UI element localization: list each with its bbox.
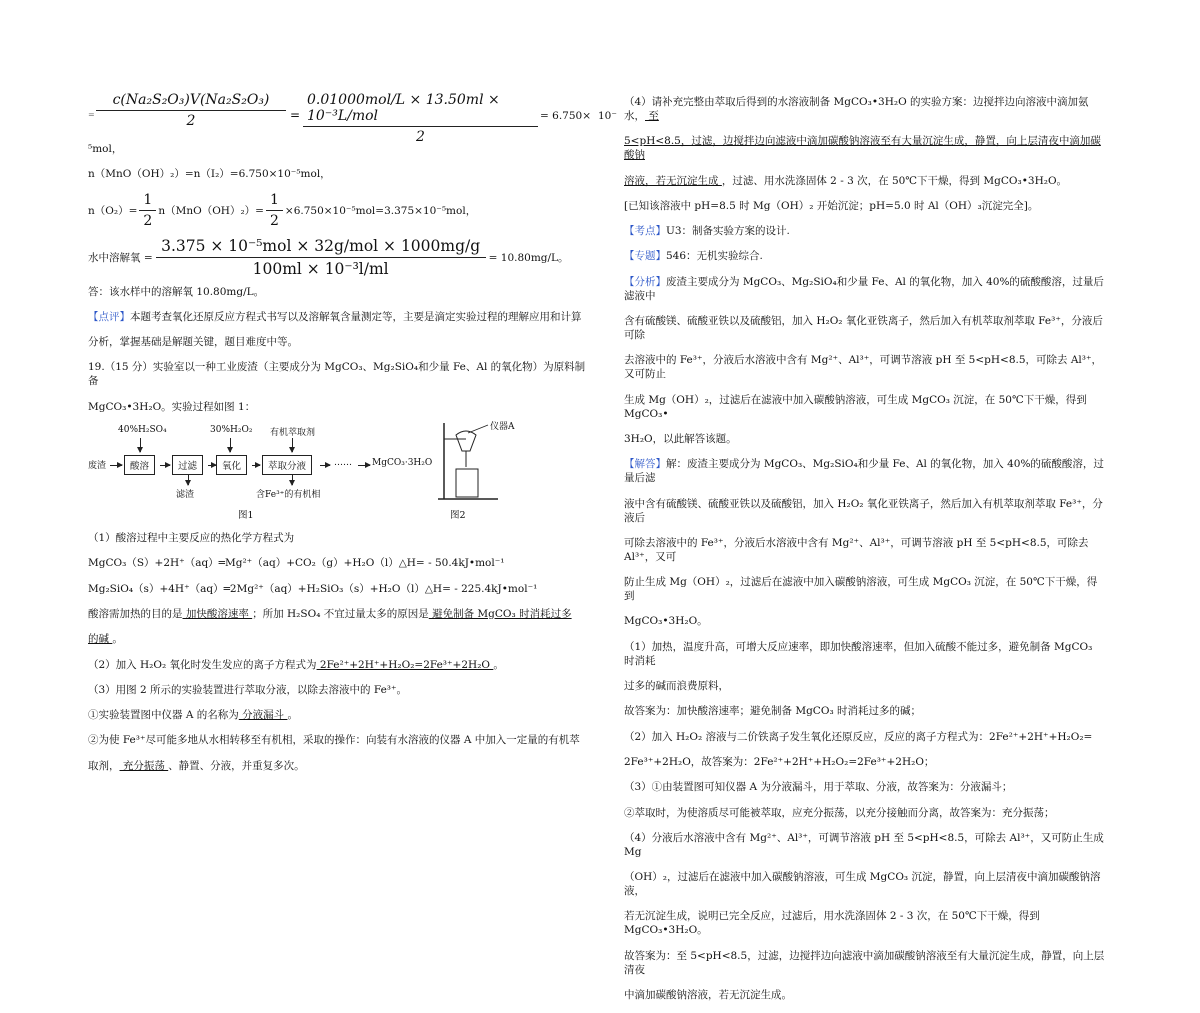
part-3: （3）用图 2 所示的实验装置进行萃取分液，以除去溶液中的 Fe³⁺。	[88, 683, 408, 696]
fraction-1-numerator: c(Na₂S₂O₃)V(Na₂S₂O₃)	[112, 92, 270, 108]
text: 。	[287, 709, 298, 722]
formula-cont: ⁵mol，	[88, 143, 123, 155]
text: ；所加 H₂SO₄ 不宜过量太多的原因是	[252, 607, 429, 620]
fraction-bar	[139, 210, 156, 211]
comment-tag: 【点评】	[88, 310, 130, 323]
answer-blank: 充分振荡	[119, 759, 169, 772]
figure-flowchart	[88, 422, 592, 522]
thermo-equation-1: MgCO₃（S）+2H⁺（aq）═Mg²⁺（aq）+CO₂（g）+H₂O（l）△H= - 50.4kJ•mol⁻¹	[88, 557, 505, 570]
answer-3a: （3）①由装置图可知仪器 A 为分液漏斗，用于萃取、分液，故答案为：分液漏斗；	[624, 781, 1013, 794]
label-instrument-a: 仪器A	[490, 422, 515, 433]
arrow-down-acid	[140, 438, 141, 452]
part-1-answer-cont	[88, 632, 592, 646]
answer-blank: 5<pH<8.5，过滤，边搅拌边向滤液中滴加碳酸钠溶液至有大量沉淀生成，静置，向上层清夜中滴加碳酸钠	[624, 135, 1101, 162]
answer-blank: 2Fe²⁺+2H⁺+H₂O₂=2Fe³⁺+2H₂O	[316, 658, 494, 671]
answer-blank: 避免制备 MgCO₃ 时消耗过多	[428, 607, 572, 620]
thermo-equation-2: Mg₂SiO₄（s）+4H⁺（aq）═2Mg²⁺（aq）+H₂SiO₃（s）+H₂O（l）△H= - 225.4kJ•mol⁻¹	[88, 582, 538, 595]
o2-tail: ×6.750×10⁻⁵mol=3.375×10⁻⁵mol，	[284, 205, 477, 218]
tag-solution: 【解答】	[624, 458, 666, 471]
answer-1b: 过多的碱而浪费原料，	[624, 680, 729, 693]
fraction-half-1	[139, 192, 156, 229]
text: 546：无机实验综合.	[666, 250, 763, 263]
label-product: MgCO₃·3H₂O	[372, 458, 433, 469]
text: ，过滤、用水洗涤固体 2 - 3 次，在 50℃下干燥，得到 MgCO₃•3H₂O。	[721, 174, 1068, 187]
answer-2b: 2Fe³⁺+2H₂O，故答案为：2Fe²⁺+2H⁺+H₂O₂=2Fe³⁺+2H₂O；	[624, 755, 935, 768]
tag-knowledge-point: 【考点】	[624, 225, 666, 238]
arrow-down-h2o2	[230, 438, 231, 452]
part-3-2: ②为使 Fe³⁺尽可能多地从水相转移至有机相，采取的操作：向装有水溶液的仪器 A 中加入一定量的有机萃	[88, 734, 580, 747]
o2-mid: n（MnO（OH）₂）=	[158, 205, 264, 218]
solution-2: 液中含有硫酸镁、硫酸亚铁以及硫酸铝，加入 H₂O₂ 氧化亚铁离子，然后加入有机萃取剂萃取 Fe³⁺，分液后	[624, 497, 1103, 524]
question-19-line-2: MgCO₃•3H₂O。实验过程如图 1：	[88, 400, 256, 413]
part-1-answer	[88, 607, 592, 621]
box-oxidize: 氧化	[216, 455, 247, 475]
knowledge-point	[624, 224, 1106, 238]
answer-4b: （OH）₂，过滤后在滤液中加入碳酸钠溶液，可生成 MgCO₃ 沉淀，静置，向上层清夜中滴加碳酸钠溶液，	[624, 871, 1101, 898]
half-denominator: 2	[143, 213, 153, 230]
line-o2	[88, 193, 592, 229]
formula-na2s2o3	[88, 92, 617, 145]
label-h2o2: 30%H₂O₂	[210, 425, 253, 436]
box-dissolve: 酸溶	[124, 455, 155, 475]
half-numerator: 1	[143, 192, 153, 209]
comment-line-2: 分析，掌握基础是解题关键，题目难度中等。	[88, 336, 298, 349]
text: （4）请补充完整由萃取后得到的水溶液制备 MgCO₃•3H₂O 的实验方案：边搅拌边向溶液中滴加氨水，	[624, 96, 1089, 122]
label-waste: 废渣	[88, 461, 107, 472]
arrow-oxidize	[252, 465, 260, 466]
text: 取剂，	[88, 759, 120, 772]
fraction-2	[303, 92, 538, 145]
answer-1c: 故答案为：加快酸溶速率；避免制备 MgCO₃ 时消耗过多的碱；	[624, 705, 921, 718]
label-acid: 40%H₂SO₄	[118, 425, 167, 436]
text: 。	[112, 633, 123, 646]
fraction-bar	[303, 126, 538, 127]
half-numerator: 1	[269, 192, 279, 209]
solution-4: 防止生成 Mg（OH）₂，过滤后在滤液中加入碳酸钠溶液，可生成 MgCO₃ 沉淀，在 50℃下干燥，得到	[624, 576, 1098, 603]
solution-3: 可除去溶液中的 Fe³⁺，分液后水溶液中含有 Mg²⁺、Al³⁺，可调节溶液 pH 至 5<pH<8.5，可除去 Al³⁺，又可	[624, 536, 1089, 563]
answer-blank: 至	[645, 110, 659, 122]
arrow-extract	[320, 465, 330, 466]
line-dissolved-oxygen	[88, 235, 592, 281]
formula-result: = 6.750×	[540, 110, 591, 122]
answer-3b: ②萃取时，为使溶质尽可能被萃取，应充分振荡，以充分接触而分离，故答案为：充分振荡；	[624, 806, 1055, 819]
label-dots: ……	[334, 458, 352, 469]
fraction-do	[156, 237, 486, 278]
answer-4c: 若无沉淀生成，说明已完全反应，过滤后，用水洗涤固体 2 - 3 次，在 50℃下干燥，得到 MgCO₃•3H₂O。	[624, 910, 1040, 937]
text: 、静置、分液，并重复多次。	[168, 759, 305, 772]
label-extractant: 有机萃取剂	[270, 428, 316, 439]
arrow-down-extractant	[292, 438, 293, 452]
label-fe-organic: 含Fe³⁺的有机相	[256, 490, 321, 501]
fraction-1-denominator: 2	[186, 113, 196, 129]
fraction-1	[96, 92, 286, 129]
part-3-2-cont	[88, 759, 592, 773]
answer-blank: 溶液，若无沉淀生成	[624, 174, 722, 187]
caption-figure-2: 图2	[450, 510, 466, 522]
part-2	[88, 658, 592, 672]
part-4-line-2	[624, 134, 1106, 162]
box-extract: 萃取分液	[262, 455, 312, 475]
analysis-3: 去溶液中的 Fe³⁺，分液后水溶液中含有 Mg²⁺、Al³⁺，可调节溶液 pH 至 5<pH<8.5，可除去 Al³⁺，又可防止	[624, 354, 1103, 381]
arrow-residue	[188, 475, 189, 485]
fraction-bar	[96, 110, 286, 111]
box-filter: 过滤	[172, 455, 203, 475]
fraction-2-denominator: 2	[416, 129, 425, 145]
fraction-2-numerator: 0.01000mol/L × 13.50ml × 10⁻³L/mol	[307, 92, 500, 124]
answer-blank: 分液漏斗	[238, 709, 288, 722]
text: 。	[493, 658, 504, 671]
formula-prefix: =	[88, 110, 95, 119]
fraction-bar	[156, 257, 486, 258]
tag-analysis: 【分析】	[624, 275, 666, 288]
analysis-4: 生成 Mg（OH）₂，过滤后在滤液中加入碳酸钠溶液，可生成 MgCO₃ 沉淀，在 50℃下干燥，得到 MgCO₃•	[624, 393, 1087, 420]
answer-4e: 中滴加碳酸钠溶液，若无沉淀生成。	[624, 989, 792, 1002]
answer-line: 答：该水样中的溶解氧 10.80mg/L。	[88, 285, 265, 298]
topic	[624, 249, 1106, 263]
text: （2）加入 H₂O₂ 氧化时发生发应的离子方程式为	[88, 658, 317, 671]
part-4-line-3	[624, 174, 1106, 188]
known-condition: [已知该溶液中 pH=8.5 时 Mg（OH）₂ 开始沉淀；pH=5.0 时 Al（OH）₃沉淀完全]。	[624, 199, 1039, 212]
solution-1	[624, 457, 1106, 485]
solution-5: MgCO₃•3H₂O。	[624, 615, 708, 628]
comment-line	[88, 310, 592, 324]
analysis-2: 含有硫酸镁、硫酸亚铁以及硫酸铝，加入 H₂O₂ 氧化亚铁离子，然后加入有机萃取剂萃取 Fe³⁺，分液后可除	[624, 315, 1103, 342]
answer-2a: （2）加入 H₂O₂ 溶液与二价铁离子发生氧化还原反应，反应的离子方程式为：2Fe²⁺+2H⁺+H₂O₂=	[624, 730, 1093, 743]
equals-sign: =	[290, 108, 301, 122]
do-denominator: 100ml × 10⁻³l/ml	[252, 260, 389, 279]
answer-blank: 的碱	[88, 633, 113, 646]
arrow-fe-organic	[292, 475, 293, 485]
tag-topic: 【专题】	[624, 250, 666, 263]
text: ①实验装置图中仪器 A 的名称为	[88, 709, 239, 722]
line-mno: n（MnO（OH）₂）=n（I₂）=6.750×10⁻⁵mol，	[88, 168, 331, 181]
answer-4d: 故答案为：至 5<pH<8.5，过滤，边搅拌边向滤液中滴加碳酸钠溶液至有大量沉淀生成，静置，向上层清夜	[624, 949, 1105, 976]
text: 废渣主要成分为 MgCO₃、Mg₂SiO₄和少量 Fe、Al 的氧化物，加入 40%的硫酸酸溶，过量后滤液中	[624, 275, 1104, 302]
fraction-half-2	[266, 192, 283, 229]
question-19-line-1: 19.（15 分）实验室以一种工业废渣（主要成分为 MgCO₃、Mg₂SiO₄和少量 Fe、Al 的氧化物）为原料制备	[88, 361, 586, 388]
left-column	[88, 92, 617, 784]
text: U3：制备实验方案的设计.	[666, 225, 790, 238]
formula-exp: 10⁻	[598, 110, 617, 122]
answer-4a: （4）分液后水溶液中含有 Mg²⁺、Al³⁺，可调节溶液 pH 至 5<pH<8.5，可除去 Al³⁺，又可防止生成 Mg	[624, 831, 1104, 858]
arrow-product	[358, 465, 370, 466]
part-4-line-1	[624, 95, 1106, 123]
do-tail: = 10.80mg/L。	[488, 252, 569, 265]
comment-text: 本题考查氧化还原反应方程式书写以及溶解氧含量测定等，主要是滴定实验过程的理解应用和计算	[130, 310, 582, 323]
fraction-bar	[266, 210, 283, 211]
do-prefix: 水中溶解氧 =	[88, 252, 153, 265]
caption-figure-1: 图1	[238, 510, 254, 522]
answer-1a: （1）加热，温度升高，可增大反应速率，即加快酸溶速率，但加入硫酸不能过多，避免制备 MgCO₃ 时消耗	[624, 640, 1093, 667]
arrow-dissolve	[160, 465, 170, 466]
arrow-filter	[208, 465, 216, 466]
analysis-1	[624, 275, 1106, 303]
part-3-1	[88, 708, 592, 722]
arrow-waste	[110, 465, 122, 466]
half-denominator: 2	[269, 213, 279, 230]
text: 解：废渣主要成分为 MgCO₃、Mg₂SiO₄和少量 Fe、Al 的氧化物，加入 40%的硫酸酸溶，过量后滤	[624, 458, 1104, 485]
o2-prefix: n（O₂）=	[88, 205, 138, 218]
label-residue: 滤渣	[176, 490, 195, 501]
part-1-intro: （1）酸溶过程中主要反应的热化学方程式为	[88, 532, 295, 545]
analysis-5: 3H₂O，以此解答该题。	[624, 432, 737, 445]
text: 酸溶需加热的目的是	[88, 607, 183, 620]
answer-blank: 加快酸溶速率	[182, 607, 253, 620]
do-numerator: 3.375 × 10⁻⁵mol × 32g/mol × 1000mg/g	[161, 237, 481, 256]
right-column	[624, 95, 1106, 1013]
